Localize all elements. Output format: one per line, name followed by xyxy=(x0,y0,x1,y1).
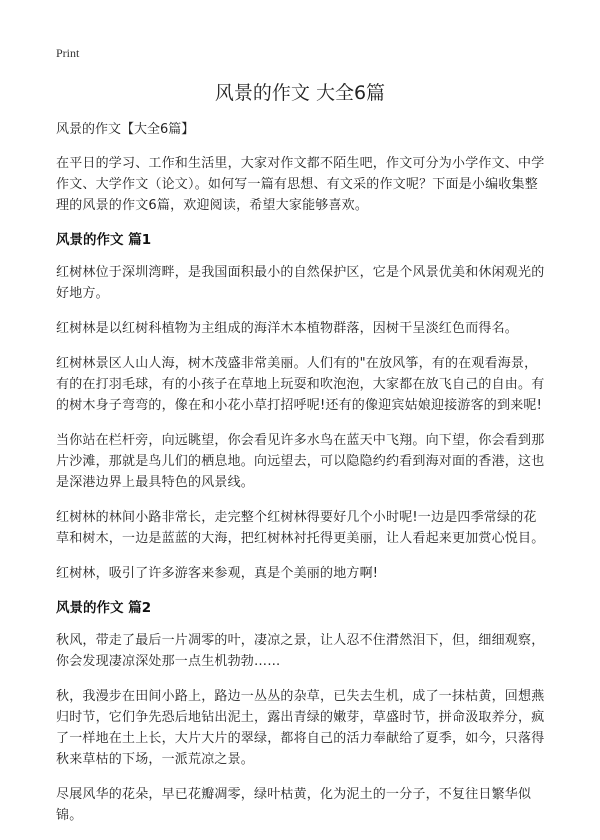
paragraph: 秋风，带走了最后一片凋零的叶，凄凉之景，让人忍不住潸然泪下，但，细细观察，你会发现凄凉深处那一点生机勃勃…… xyxy=(56,633,545,669)
document-body xyxy=(56,120,548,840)
paragraph: 红树林位于深圳湾畔，是我国面积最小的自然保护区，它是个风景优美和休闲观光的好地方。 xyxy=(56,265,545,301)
paragraph: 秋，我漫步在田间小路上，路边一丛丛的杂草，已失去生机，成了一抹枯黄，回想燕归时节，它们争先恐后地钻出泥土，露出青绿的嫩芽，草盛时节，拼命汲取养分，疯了一样地在土上长，大片大片的翠绿，都将自己的活力奉献给了夏季，如今，只落得秋来草枯的下场，一派荒凉之景。 xyxy=(56,689,545,767)
intro-paragraph: 在平日的学习、工作和生活里，大家对作文都不陌生吧，作文可分为小学作文、中学作文、大学作文（论文）。如何写一篇有思想、有文采的作文呢？下面是小编收集整理的风景的作文6篇，欢迎阅读，希望大家能够喜欢。 xyxy=(56,156,545,213)
page-title: 风景的作文 大全6篇 xyxy=(214,82,386,104)
paragraph: 红树林是以红树科植物为主组成的海洋木本植物群落，因树干呈淡红色而得名。 xyxy=(56,321,519,336)
paragraph: 尽展风华的花朵，早已花瓣凋零，绿叶枯黄，化为泥土的一分子，不复往日繁华似锦。 xyxy=(56,787,532,823)
print-label: Print xyxy=(56,46,80,60)
paragraph: 红树林景区人山人海，树木茂盛非常美丽。人们有的"在放风筝，有的在观看海景，有的在打羽毛球，有的小孩子在草地上玩耍和吹泡泡，大家都在放飞自己的自由。有的树木身子弯弯的，像在和小花小草打招呼呢!还有的像迎宾姑娘迎接游客的到来呢! xyxy=(56,356,545,413)
paragraph: 红树林的林间小路非常长，走完整个红树林得要好几个小时呢!一边是四季常绿的花草和树木，一边是蓝蓝的大海，把红树林衬托得更美丽，让人看起来更加赏心悦目。 xyxy=(56,510,545,546)
section-heading: 风景的作文 篇2 xyxy=(56,600,152,616)
document-subtitle: 风景的作文【大全6篇】 xyxy=(56,122,195,137)
paragraph: 当你站在栏杆旁，向远眺望，你会看见许多水鸟在蓝天中飞翔。向下望，你会看到那片沙滩，那就是鸟儿们的栖息地。向远望去，可以隐隐约约看到海对面的香港，这也是深港边界上最具特色的风景线。 xyxy=(56,433,545,490)
paragraph: 红树林，吸引了许多游客来参观，真是个美丽的地方啊! xyxy=(56,566,379,581)
section-heading: 风景的作文 篇1 xyxy=(56,232,152,248)
